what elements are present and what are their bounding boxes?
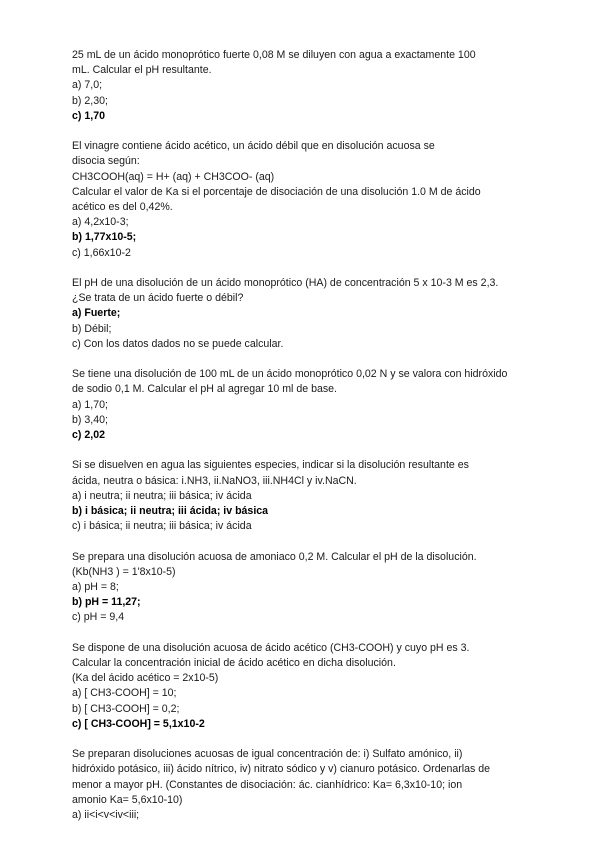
question-text-line: ácida, neutra o básica: i.NH3, ii.NaNO3, iii.NH4Cl y iv.NaCN.	[72, 474, 357, 487]
answer-option: a) 7,0;	[72, 79, 103, 92]
answer-option: b) 3,40;	[72, 413, 108, 426]
question-text-line: El vinagre contiene ácido acético, un ácido débil que en disolución acuosa se	[72, 140, 435, 153]
question-text-line: CH3COOH(aq) = H+ (aq) + CH3COO- (aq)	[72, 170, 275, 183]
answer-option: a) i neutra; ii neutra; iii básica; iv ácida	[72, 489, 252, 502]
question-block	[72, 367, 532, 443]
question-text-line: (Kb(NH3 ) = 1'8x10-5)	[72, 565, 176, 578]
answer-option: b) 2,30;	[72, 94, 108, 107]
question-text-line: Se preparan disoluciones acuosas de igual concentración de: i) Sulfato amónico, ii)	[72, 748, 463, 761]
answer-option: a) ii<i<v<iv<iii;	[72, 809, 140, 822]
question-text-line: Se prepara una disolución acuosa de amoniaco 0,2 M. Calcular el pH de la disolución.	[72, 550, 477, 563]
question-text-line: El pH de una disolución de un ácido monoprótico (HA) de concentración 5 x 10-3 M es 2,3.	[72, 277, 499, 290]
document-page	[72, 48, 532, 838]
question-text-line: mL. Calcular el pH resultante.	[72, 64, 212, 77]
answer-option-correct: b) 1,77x10-5;	[72, 231, 137, 244]
question-text-line: (Ka del ácido acético = 2x10-5)	[72, 672, 219, 685]
question-text-line: Calcular el valor de Ka si el porcentaje de disociación de una disolución 1.0 M de ácido	[72, 185, 481, 198]
answer-option: a) 1,70;	[72, 398, 108, 411]
question-text-line: disocia según:	[72, 155, 140, 168]
question-text-line: acético es del 0,42%.	[72, 201, 173, 214]
answer-option-correct: b) i básica; ii neutra; iii ácida; iv básica	[72, 505, 269, 518]
question-text-line: menor a mayor pH. (Constantes de disociación: ác. cianhídrico: Ka= 6,3x10-10; ion	[72, 778, 463, 791]
question-text-line: Calcular la concentración inicial de ácido acético en dicha disolución.	[72, 657, 396, 670]
question-block	[72, 747, 532, 823]
question-block	[72, 276, 532, 352]
answer-option: b) Débil;	[72, 322, 112, 335]
answer-option: c) Con los datos dados no se puede calcular.	[72, 337, 284, 350]
answer-option: a) 4,2x10-3;	[72, 216, 129, 229]
question-text-line: Se dispone de una disolución acuosa de ácido acético (CH3-COOH) y cuyo pH es 3.	[72, 641, 470, 654]
answer-option: a) pH = 8;	[72, 581, 119, 594]
question-list	[72, 48, 532, 823]
answer-option-correct: c) [ CH3-COOH] = 5,1x10-2	[72, 717, 205, 730]
answer-option: c) pH = 9,4	[72, 611, 125, 624]
answer-option-correct: a) Fuerte;	[72, 307, 121, 320]
answer-option-correct: b) pH = 11,27;	[72, 596, 141, 609]
question-block	[72, 458, 532, 534]
question-text-line: 25 mL de un ácido monoprótico fuerte 0,08 M se diluyen con agua a exactamente 100	[72, 49, 476, 61]
answer-option: a) [ CH3-COOH] = 10;	[72, 687, 177, 700]
question-block	[72, 139, 532, 261]
answer-option: c) 1,66x10-2	[72, 246, 131, 259]
question-text-line: ¿Se trata de un ácido fuerte o débil?	[72, 292, 244, 305]
question-text-line: hidróxido potásico, iii) ácido nítrico, iv) nitrato sódico y v) cianuro potásico. Ordenarlas de	[72, 763, 491, 776]
question-text-line: Si se disuelven en agua las siguientes especies, indicar si la disolución resultante es	[72, 459, 469, 472]
answer-option: c) i básica; ii neutra; iii básica; iv ácida	[72, 520, 252, 533]
question-block	[72, 550, 532, 626]
question-text-line: de sodio 0,1 M. Calcular el pH al agregar 10 ml de base.	[72, 383, 337, 396]
answer-option: b) [ CH3-COOH] = 0,2;	[72, 702, 180, 715]
question-block	[72, 641, 532, 732]
question-text-line: Se tiene una disolución de 100 mL de un ácido monoprótico 0,02 N y se valora con hidróxido	[72, 368, 508, 381]
question-text-line: amonio Ka= 5,6x10-10)	[72, 793, 183, 806]
answer-option-correct: c) 1,70	[72, 109, 105, 122]
question-block	[72, 48, 532, 124]
answer-option-correct: c) 2,02	[72, 429, 105, 442]
